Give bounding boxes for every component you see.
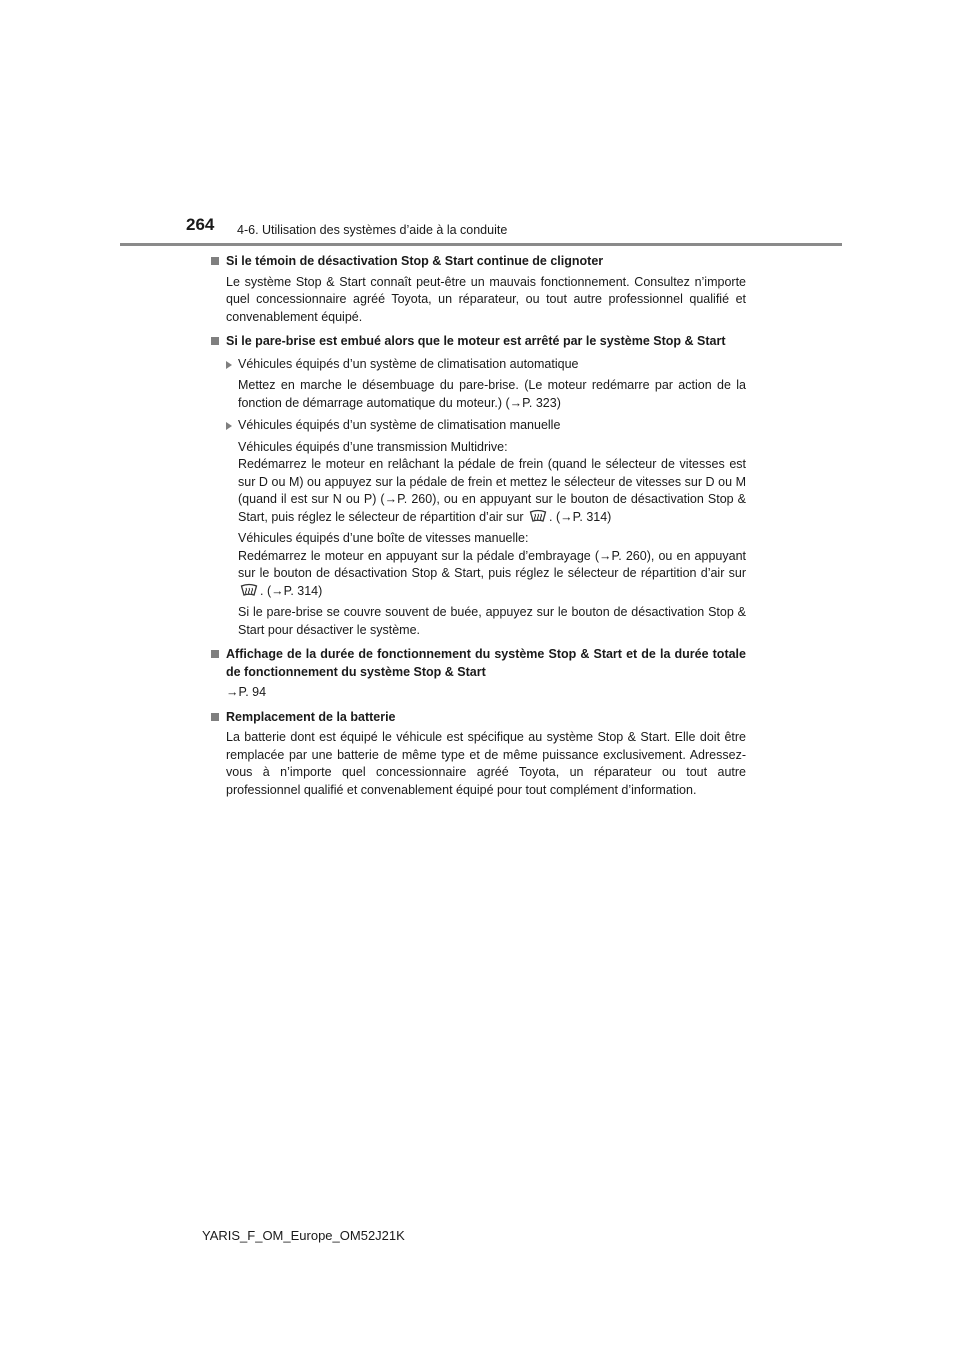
square-bullet-icon (211, 713, 219, 721)
sub-heading-manual-ac (211, 417, 746, 435)
manual-text (238, 548, 746, 601)
heading-text: Remplacement de la batterie (226, 709, 396, 724)
windshield-defroster-icon (240, 583, 258, 597)
windshield-defroster-icon (529, 509, 547, 523)
paragraph-manual-gearbox (211, 530, 746, 600)
sub-heading-text: Véhicules équipés d’un système de climatisation automatique (238, 356, 579, 371)
page-content (211, 253, 746, 803)
square-bullet-icon (211, 650, 219, 658)
triangle-bullet-icon (226, 422, 232, 430)
heading-stop-start-indicator (211, 253, 746, 271)
paragraph: Si le pare-brise se couvre souvent de buée, appuyez sur le bouton de désactivation Stop & Start pour désactiver le système. (238, 605, 746, 637)
sub-heading-automatic-ac (211, 356, 746, 374)
heading-text: Affichage de la durée de fonctionnement du système Stop & Start et de la durée totale de fonctionnement du système Stop & Start (226, 647, 746, 679)
multidrive-title: Véhicules équipés d’une transmission Multidrive: (238, 439, 508, 454)
document-code: YARIS_F_OM_Europe_OM52J21K (202, 1228, 405, 1243)
square-bullet-icon (211, 257, 219, 265)
header-divider (120, 243, 842, 246)
multidrive-body: Redémarrez le moteur en relâchant la pédale de frein (quand le sélecteur de vitesses est sur D ou M) ou appuyez sur la pédale de frein et mettez le sélecteur de vitesses sur D ou M (quand il est sur N ou P) (→P. 260), ou en appuyant sur le bouton de désactivation Stop & Start, puis réglez le sélecteur de répartition d’air sur (238, 457, 746, 524)
paragraph: La batterie dont est équipé le véhicule est spécifique au système Stop & Start. Elle doit être remplacée par une batterie de même type et de même puissance exclusivement. Adressez-vous à n’importe quel concessionnaire agréé Toyota, un réparateur ou tout autre professionnel qualifié et convenablement équipé pour tout complément d’information. (226, 730, 746, 797)
heading-battery-replacement (211, 709, 746, 727)
triangle-bullet-icon (226, 361, 232, 369)
manual-body: Redémarrez le moteur en appuyant sur la pédale d’embrayage (→P. 260), ou en appuyant sur le bouton de désactivation Stop & Start, puis réglez le sélecteur de répartition d’air sur (238, 548, 746, 580)
multidrive-text (238, 456, 746, 526)
page-reference: →P. 94 (226, 685, 267, 699)
section-title: 4-6. Utilisation des systèmes d’aide à la conduite (237, 223, 508, 237)
multidrive-ref: . (→P. 314) (549, 509, 612, 524)
manual-title: Véhicules équipés d’une boîte de vitesses manuelle: (238, 531, 529, 545)
paragraph-multidrive (211, 439, 746, 527)
page-number: 264 (186, 215, 215, 234)
sub-heading-text: Véhicules équipés d’un système de climatisation manuelle (238, 418, 561, 432)
heading-text: Si le témoin de désactivation Stop & Start continue de clignoter (226, 254, 604, 268)
manual-ref: . (→P. 314) (260, 583, 323, 598)
square-bullet-icon (211, 337, 219, 345)
paragraph: Le système Stop & Start connaît peut-être un mauvais fonctionnement. Consultez n’importe quel concessionnaire agréé Toyota, un réparateur, ou tout autre professionnel qualifié et convenablement équipé. (226, 274, 746, 324)
paragraph: Mettez en marche le désembuage du pare-brise. (Le moteur redémarre par action de la fonction de démarrage automatique du moteur.) (→P. 323) (238, 378, 746, 410)
heading-text: Si le pare-brise est embué alors que le moteur est arrêté par le système Stop & Start (226, 334, 726, 348)
heading-windshield-fogged (211, 333, 746, 351)
heading-operation-time (211, 646, 746, 681)
